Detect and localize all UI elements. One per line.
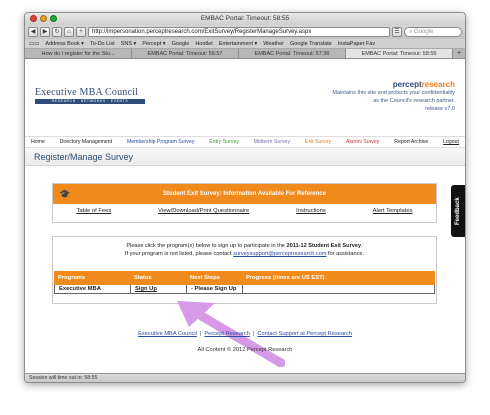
info-links [53,204,436,214]
bookmark-item[interactable]: Google [171,40,190,47]
reading-list-icon[interactable]: ▭▭ [29,40,40,47]
signup-line-2-text: If your program is not listed, please contact [124,251,234,257]
signup-line-2-end: for assistance. [326,251,365,257]
signup-line-2 [53,250,436,258]
next-step: - Please Sign Up [186,285,242,293]
bookmark-item[interactable]: Percept ▾ [142,40,166,47]
reload-icon[interactable]: ↻ [52,27,62,37]
page-title: Register/Manage Survey [25,148,465,166]
info-panel-title: Student Exit Survey: Information Available For Reference [163,191,326,197]
back-icon[interactable]: ◀ [28,27,38,37]
brand-name-part2: research [421,80,455,89]
logo-title: Executive MBA Council [35,87,139,98]
release-version: release v7.0 [425,106,455,112]
logo-tagline: RESEARCH · NETWORKS · EVENTS [35,99,145,104]
bookmark-item[interactable]: SNS ▾ [120,40,137,47]
nav-exit-survey[interactable]: Exit Survey [304,139,332,145]
table-header [54,271,435,285]
footer-embac-link[interactable]: Executive MBA Council [138,331,197,337]
rss-icon[interactable]: ☰ [392,27,402,37]
sign-up-link[interactable]: Sign Up [135,286,157,292]
browser-tab[interactable]: EMBAC Portal: Timeout: 56:57 [132,49,239,58]
bookmark-item[interactable]: Entertainment ▾ [218,40,258,47]
survey-name: 2011-12 Student Exit Survey [286,243,362,249]
programs-table [54,271,435,294]
bookmark-item[interactable]: To-Do List [89,40,115,47]
nav-alumni-survey[interactable]: Alumni Survey [345,139,380,145]
search-input[interactable] [404,27,462,37]
signup-instructions [53,237,436,258]
home-icon[interactable]: ⌂ [64,27,74,37]
program-name: Executive MBA [54,285,130,293]
browser-window [24,12,466,383]
tab-bar [25,49,465,59]
questionnaire-link[interactable]: View/Download/Print Questionnaire [158,208,250,214]
survey-info-panel [52,183,437,223]
nav-membership-program-survey[interactable]: Membership Program Survey [126,139,195,145]
bookmark-item[interactable]: InstaPaper Fav [337,40,376,47]
copyright: All Content © 2012 Percept Research [197,347,293,353]
bookmarks-bar [25,39,465,49]
url-bar[interactable]: http://impersonation.perceptresearch.com/ExitSurvey/RegisterManageSurvey.aspx [88,27,390,37]
main-nav [25,137,465,148]
feedback-tab[interactable]: Feedback [451,185,465,237]
site-header [25,59,465,137]
brand-name-part1: percept [392,80,422,89]
signup-panel [52,236,437,304]
alert-templates-link[interactable]: Alert Templates [372,208,413,214]
status-bar: Session will time out in: 58:55 [25,373,465,382]
status-cell [130,285,186,293]
nav-home[interactable]: Home [31,139,45,145]
browser-tab[interactable]: How do I register for the Stu... [25,49,132,58]
footer-contact-link[interactable]: Contact Support at Percept Research [257,331,352,337]
signup-line-1-text: Please click the program(s) below to sign up to participate in the [126,243,287,249]
bookmark-item[interactable]: Hootlet [195,40,213,47]
instructions-link[interactable]: Instructions [296,208,326,214]
footer-links: Executive MBA Council | Percept Research | Contact Support at Percept Research [138,331,352,337]
minimize-window-button[interactable] [40,15,47,22]
brand-line-1: Maintains this site and protects your confidentiality [332,90,455,96]
info-panel-header [53,184,436,204]
browser-tab-active[interactable]: EMBAC Portal: Timeout: 58:55 [346,49,453,58]
signup-line-1 [53,242,436,250]
progress-cell [242,285,435,293]
percept-logo [332,81,455,89]
bookmark-item[interactable]: Google Translate [289,40,332,47]
window-title: EMBAC Portal: Timeout: 58:55 [200,15,290,22]
forward-icon[interactable]: ▶ [40,27,50,37]
nav-entry-survey[interactable]: Entry Survey [209,139,239,145]
bookmark-item[interactable]: Address Book ▾ [45,40,84,47]
signup-line-1-end: . [361,243,363,249]
graduation-cap-icon: 🎓 [59,189,71,199]
web-page [25,59,465,373]
embac-logo[interactable] [35,87,145,104]
column-header: Status [134,275,152,281]
column-header: Programs [58,275,86,281]
browser-tab[interactable]: EMBAC Portal: Timeout: 57:36 [239,49,346,58]
new-tab-icon[interactable]: + [456,50,462,57]
bookmark-item[interactable]: Weather [263,40,284,47]
support-email-link[interactable]: surveysupport@perceptresearch.com [233,251,327,257]
column-header: Next Steps [190,275,220,281]
close-window-button[interactable] [30,15,37,22]
search-icon: ⌕ [409,29,415,35]
search-placeholder: Google [414,29,434,35]
nav-midterm-survey[interactable]: Midterm Survey [253,139,291,145]
table-of-fees-link[interactable]: Table of Fees [76,208,112,214]
window-controls [30,15,57,22]
nav-report-archive[interactable]: Report Archive [394,139,429,145]
table-row [54,285,435,294]
percept-branding [332,81,455,113]
add-bookmark-icon[interactable]: + [76,27,86,37]
nav-directory-management[interactable]: Directory Management [59,139,113,145]
title-bar [25,13,465,25]
column-header: Progress (times are US EST) [246,275,325,281]
footer-percept-link[interactable]: Percept Research [204,331,250,337]
brand-line-2: as the Council's research partner. [373,98,455,104]
zoom-window-button[interactable] [50,15,57,22]
nav-logout[interactable]: Logout [443,139,459,145]
browser-toolbar [25,25,465,39]
